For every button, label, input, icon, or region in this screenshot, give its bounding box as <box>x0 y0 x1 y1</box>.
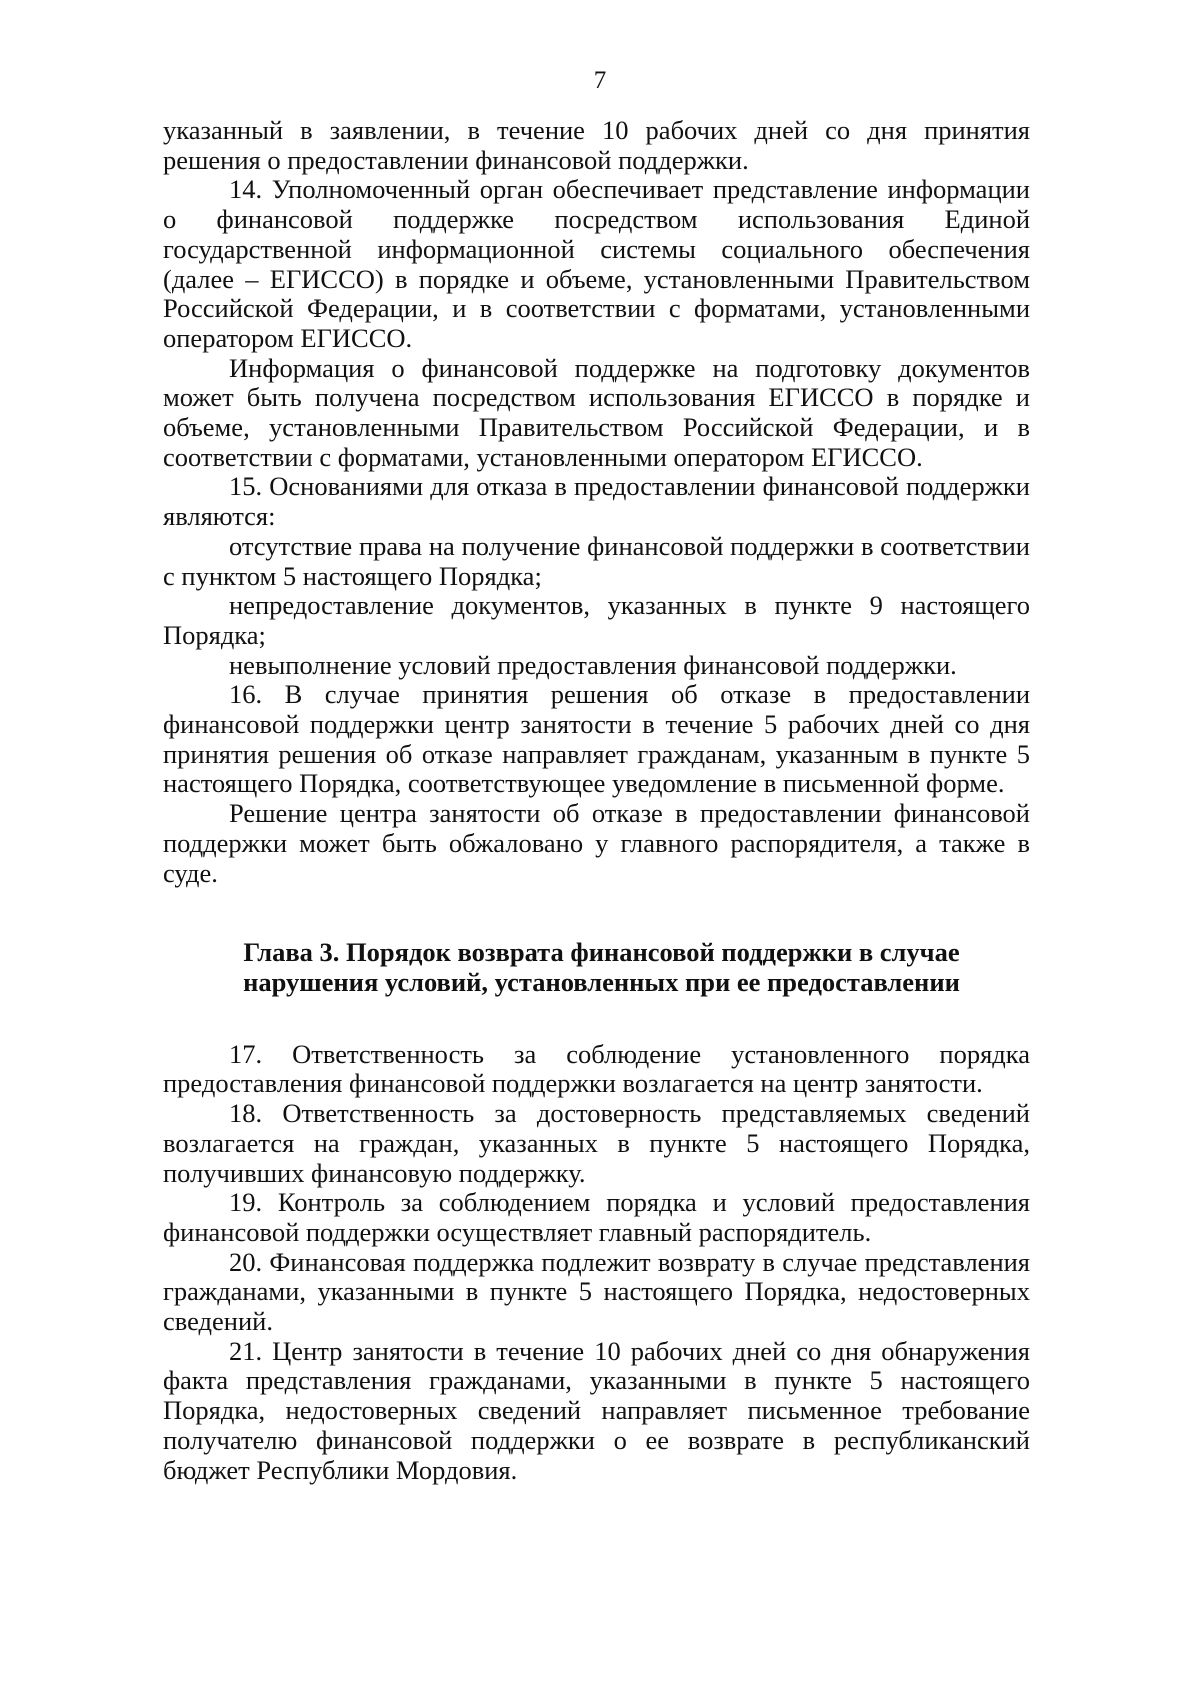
chapter-heading <box>163 938 1030 997</box>
paragraph-18: 18. Ответственность за достоверность представляемых сведений возлагается на граждан, указанных в пункте 5 настоящего Порядка, получивших финансовую поддержку. <box>163 1098 1030 1188</box>
paragraph-14: 14. Уполномоченный орган обеспечивает представление информации о финансовой поддержке посредством использования Единой государственной информационной системы социального обеспечения (далее – ЕГИССО) в порядке и объеме, установленными Правительством Российской Федерации, и в соответствии с форматами, установленными оператором ЕГИССО. <box>163 174 1030 353</box>
paragraph-15-item-1: отсутствие права на получение финансовой поддержки в соответствии с пунктом 5 настоящего Порядка; <box>163 530 1030 591</box>
paragraph-17: 17. Ответственность за соблюдение установленного порядка предоставления финансовой поддержки возлагается на центр занятости. <box>163 1038 1030 1099</box>
page-number: 7 <box>593 67 607 94</box>
spacer <box>163 998 1030 1040</box>
spacer <box>163 888 1030 938</box>
paragraph-continuation: указанный в заявлении, в течение 10 рабочих дней со дня принятия решения о предоставлении финансовой поддержки. <box>163 115 1030 175</box>
paragraph-19: 19. Контроль за соблюдением порядка и условий предоставления финансовой поддержки осуществляет главный распорядитель. <box>163 1187 1030 1247</box>
paragraph-15: 15. Основаниями для отказа в предоставлении финансовой поддержки являются: <box>163 471 1030 532</box>
paragraph-appeal: Решение центра занятости об отказе в предоставлении финансовой поддержки может быть обжаловано у главного распорядителя, а также в суде. <box>163 798 1030 888</box>
chapter-heading-line-1: Глава 3. Порядок возврата финансовой поддержки в случае <box>243 937 960 968</box>
paragraph-20: 20. Финансовая поддержка подлежит возврату в случае представления гражданами, указанными в пункте 5 настоящего Порядка, недостоверных сведений. <box>163 1246 1030 1337</box>
paragraph-21: 21. Центр занятости в течение 10 рабочих дней со дня обнаружения факта представления гражданами, указанными в пункте 5 настоящего Порядка, недостоверных сведений направляет письменное требование получателю финансовой поддержки о ее возврате в республиканский бюджет Республики Мордовия. <box>163 1335 1030 1485</box>
paragraph-15-item-3: невыполнение условий предоставления финансовой поддержки. <box>229 649 957 680</box>
paragraph-16: 16. В случае принятия решения об отказе в предоставлении финансовой поддержки центр занятости в течение 5 рабочих дней со дня принятия решения об отказе направляет гражданам, указанным в пункте 5 настоящего Порядка, соответствующее уведомление в письменной форме. <box>163 679 1030 799</box>
chapter-heading-line-2: нарушения условий, установленных при ее предоставлении <box>243 966 960 997</box>
paragraph-15-item-2: непредоставление документов, указанных в пункте 9 настоящего Порядка; <box>163 590 1030 650</box>
document-body <box>163 116 1030 1485</box>
paragraph-egisso-info: Информация о финансовой поддержке на подготовку документов может быть получена посредством использования ЕГИССО в порядке и объеме, установленными Правительством Российской Федерации, и в соответствии с форматами, установленными оператором ЕГИССО. <box>163 352 1030 472</box>
